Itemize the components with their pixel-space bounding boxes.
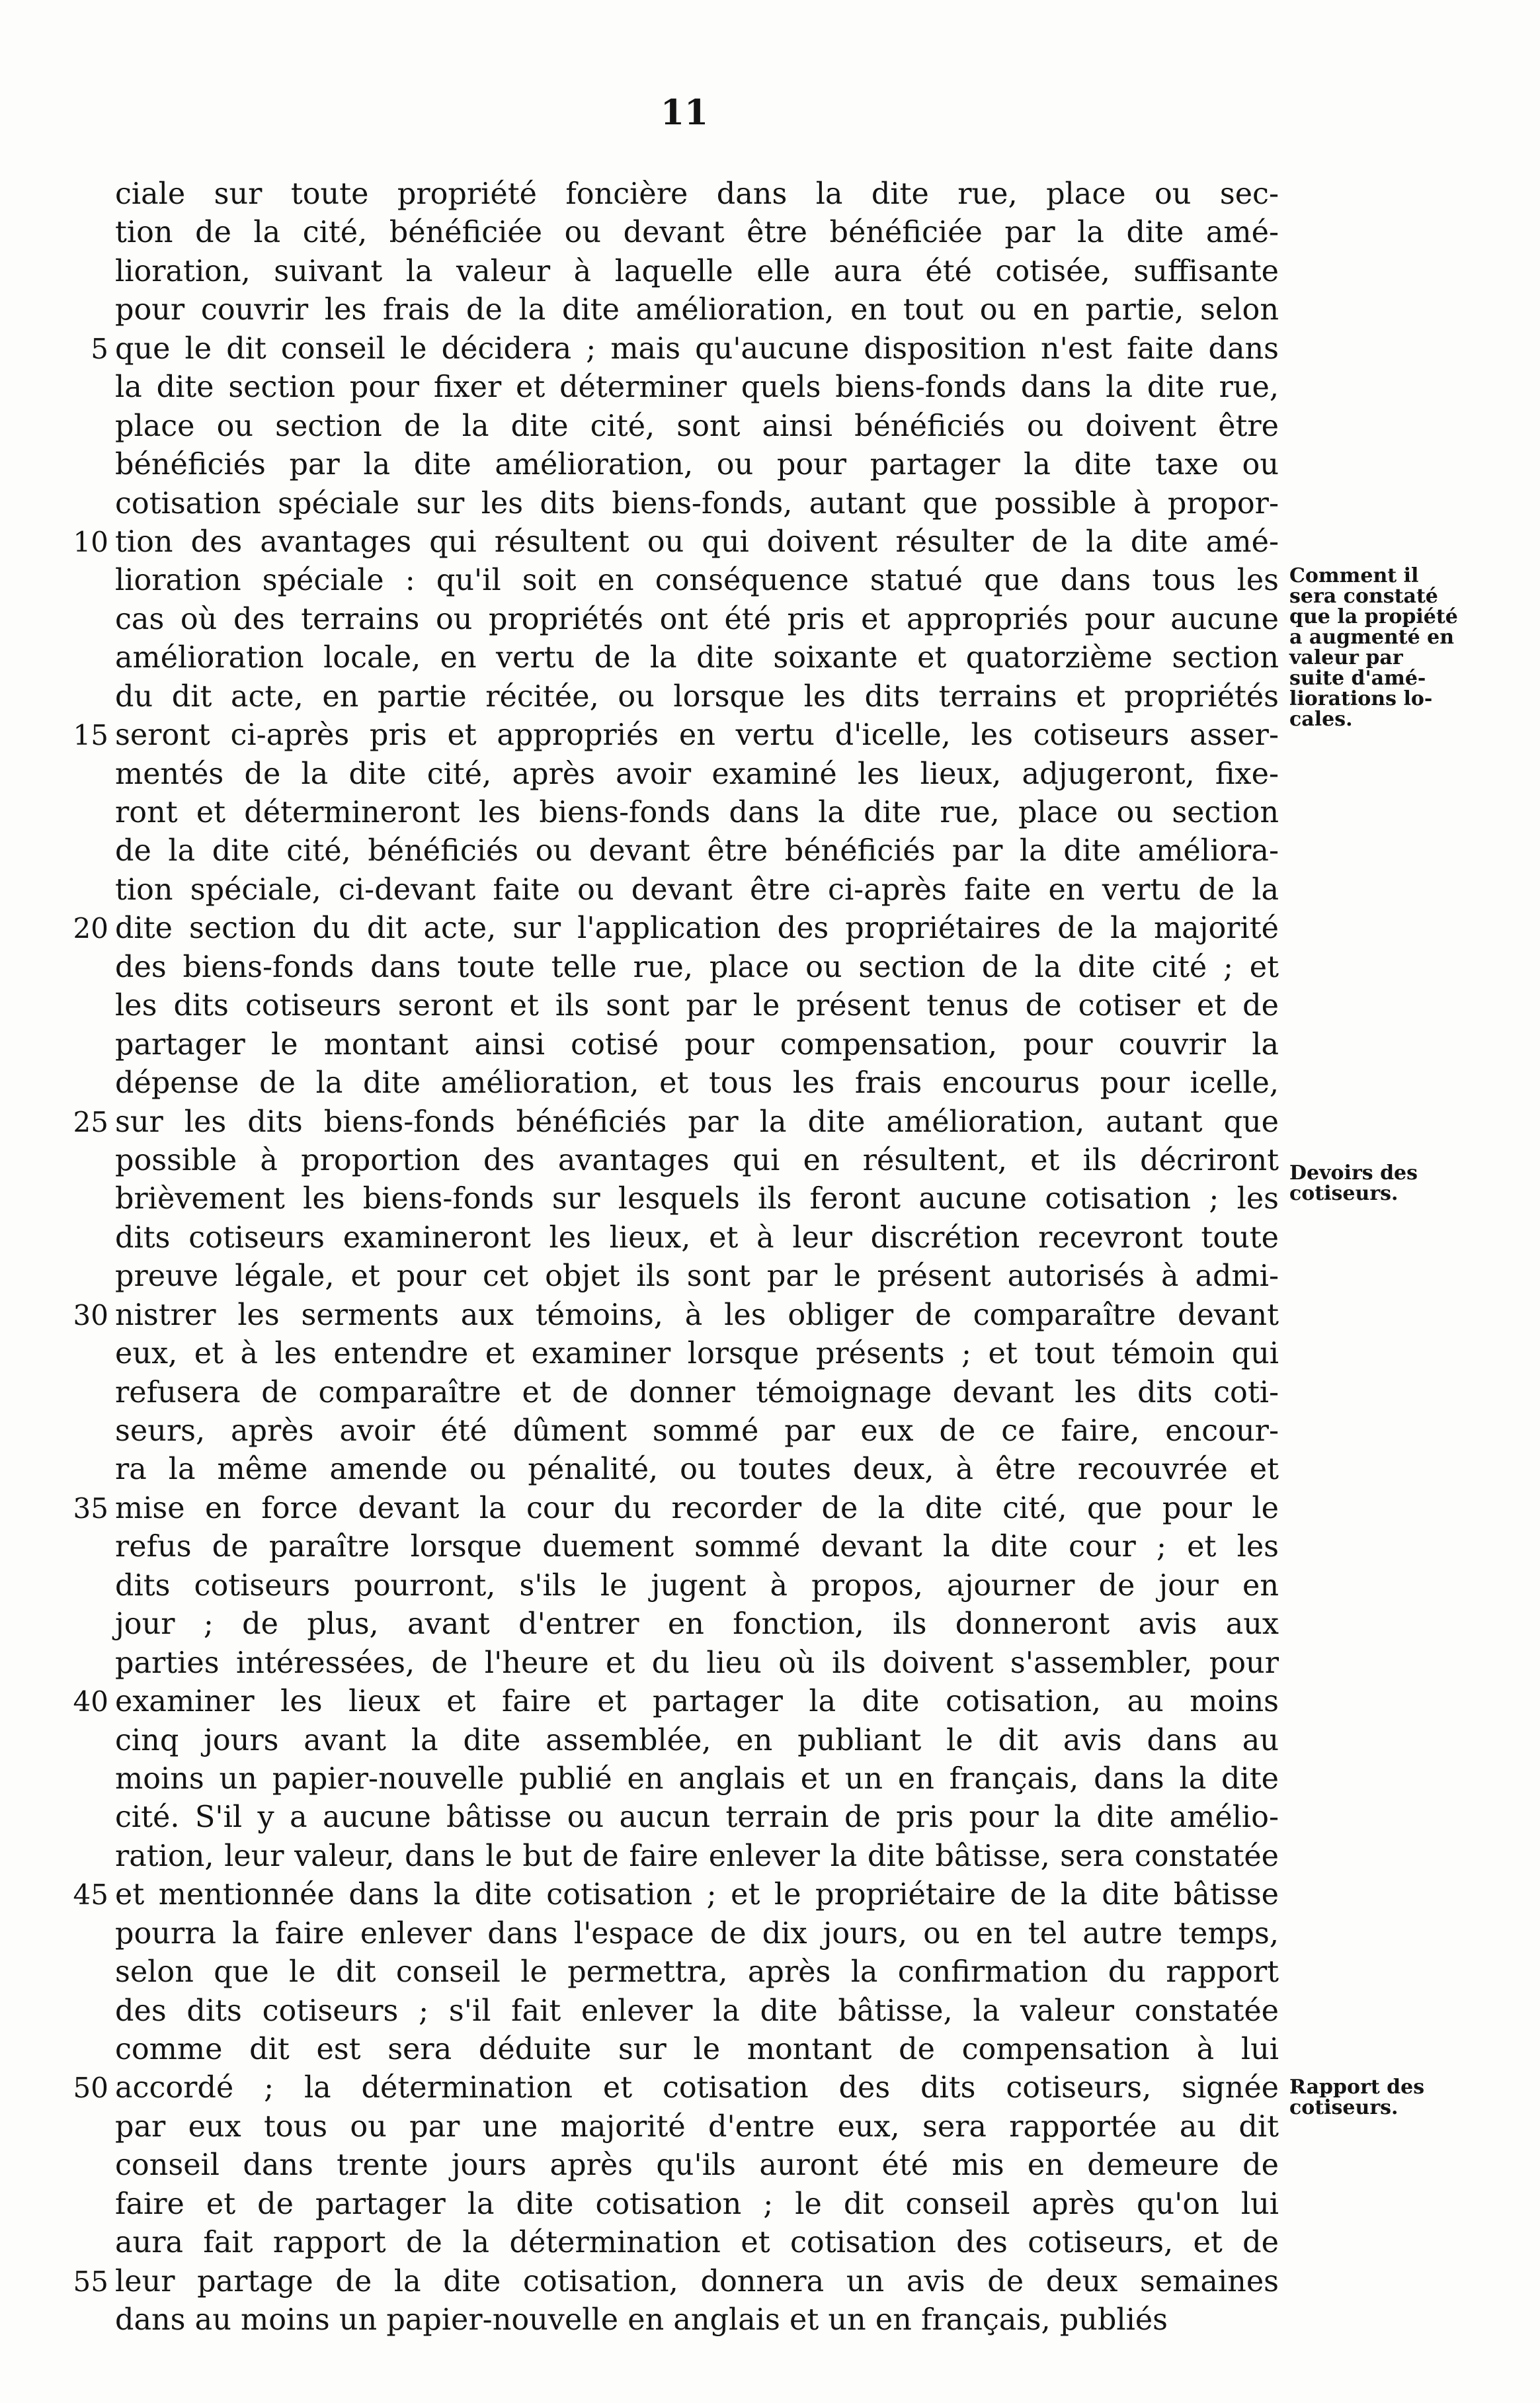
line-number: 5 (91, 332, 108, 365)
line-text: parties intéressées, de l'heure et du lieu où ils doivent s'assembler, pour (115, 1646, 1279, 1680)
body-line (115, 949, 1279, 987)
line-text: ration, leur valeur, dans le but de faire enlever la dite bâtisse, sera constatée (115, 1839, 1279, 1873)
body-line (73, 1683, 1279, 1721)
line-text: comme dit est sera déduite sur le montant de compensation à lui (115, 2033, 1279, 2066)
line-text: pourra la faire enlever dans l'espace de dix jours, ou en tel autre temps, (115, 1916, 1279, 1951)
line-text: seront ci-après pris et appropriés en vertu d'icelle, les cotiseurs asser- (115, 718, 1279, 753)
margin-note-duties (1289, 1163, 1534, 1204)
line-text: selon que le dit conseil le permettra, après la confirmation du rapport (115, 1955, 1279, 1990)
body-line (115, 1722, 1279, 1760)
body-line (115, 1915, 1279, 1953)
line-text: refusera de comparaître et de donner témoignage devant les dits coti- (115, 1375, 1279, 1410)
body-line (115, 1760, 1279, 1798)
line-text: sur les dits biens-fonds bénéficiés par la dite amélioration, autant que (115, 1105, 1279, 1139)
body-line (115, 1412, 1279, 1451)
body-line (115, 253, 1279, 291)
body-text (73, 175, 1279, 2340)
margin-note-line: cales. (1289, 708, 1353, 731)
line-text: eux, et à les entendre et examiner lorsque présents ; et tout témoin qui (115, 1337, 1279, 1371)
line-text: jour ; de plus, avant d'entrer en fonction, ils donneront avis aux (115, 1607, 1279, 1642)
margin-note-report (1289, 2077, 1534, 2118)
body-line (115, 1219, 1279, 1257)
line-text: ront et détermineront les biens-fonds dans la dite rue, place ou section (115, 796, 1279, 829)
line-number: 15 (73, 719, 108, 752)
line-text: partager le montant ainsi cotisé pour compensation, pour couvrir la (115, 1027, 1279, 1062)
line-text: mentés de la dite cité, après avoir examiné les lieux, adjugeront, fixe- (115, 757, 1279, 791)
line-text: dans au moins un papier-nouvelle en anglais et un en français, publiés (115, 2303, 1168, 2338)
line-text: et mentionnée dans la dite cotisation ; et le propriétaire de la dite bâtisse (115, 1878, 1279, 1912)
line-text: tion des avantages qui résultent ou qui doivent résulter de la dite amé- (115, 525, 1279, 559)
line-text: moins un papier-nouvelle publié en anglais et un en français, dans la dite (115, 1761, 1279, 1796)
margin-note-line: valeur par (1289, 646, 1403, 669)
margin-note-line: sera constaté (1289, 585, 1438, 608)
line-text: refus de paraître lorsque duement sommé devant la dite cour ; et les (115, 1530, 1279, 1564)
margin-note-valuation (1289, 566, 1534, 730)
line-text: leur partage de la dite cotisation, donnera un avis de deux semaines (115, 2264, 1279, 2298)
line-text: par eux tous ou par une majorité d'entre eux, sera rapportée au dit (115, 2109, 1279, 2144)
line-text: place ou section de la dite cité, sont ainsi bénéficiés ou doivent être (115, 409, 1279, 443)
body-line (115, 1837, 1279, 1876)
margin-note-line: cotiseurs. (1289, 2096, 1398, 2119)
body-line (115, 175, 1279, 214)
body-line (115, 1953, 1279, 1992)
body-line (115, 1605, 1279, 1644)
margin-note-line: cotiseurs. (1289, 1182, 1398, 1205)
line-text: ra la même amende ou pénalité, ou toutes deux, à être recouvrée et (115, 1453, 1279, 1487)
line-text: faire et de partager la dite cotisation ; le dit conseil après qu'on lui (115, 2187, 1279, 2221)
line-text: tion de la cité, bénéficiée ou devant être bénéficiée par la dite amé- (115, 216, 1279, 250)
body-line (115, 794, 1279, 832)
page-number: 11 (660, 93, 709, 133)
body-line (115, 1451, 1279, 1489)
body-line (73, 1876, 1279, 1914)
body-line (115, 2185, 1279, 2224)
line-text: conseil dans trente jours après qu'ils auront été mis en demeure de (115, 2148, 1279, 2183)
line-number: 45 (73, 1878, 108, 1912)
body-line (73, 909, 1279, 948)
body-line (73, 1103, 1279, 1142)
line-text: seurs, après avoir été dûment sommé par eux de ce faire, encour- (115, 1414, 1279, 1448)
line-text: possible à proportion des avantages qui en résultent, et ils décriront (115, 1143, 1279, 1177)
line-number: 50 (73, 2072, 108, 2105)
line-number: 25 (73, 1105, 108, 1138)
line-number: 20 (73, 912, 108, 945)
body-line (115, 678, 1279, 716)
body-line (115, 1257, 1279, 1296)
body-line (115, 755, 1279, 794)
body-line (73, 1296, 1279, 1335)
margin-note-line: Rapport des (1289, 2076, 1425, 2099)
body-line (115, 1992, 1279, 2031)
margin-note-line: Devoirs des (1289, 1161, 1418, 1185)
line-text: aura fait rapport de la détermination et cotisation des cotiseurs, et de (115, 2226, 1279, 2260)
line-text: la dite section pour fixer et déterminer quels biens-fonds dans la dite rue, (115, 370, 1279, 405)
body-line (115, 368, 1279, 407)
body-line (115, 1026, 1279, 1064)
body-line (73, 716, 1279, 755)
body-line (115, 1064, 1279, 1103)
line-text: pour couvrir les frais de la dite amélioration, en tout ou en partie, selon (115, 293, 1279, 327)
body-line (115, 1644, 1279, 1683)
line-text: bénéficiés par la dite amélioration, ou pour partager la dite taxe ou (115, 448, 1279, 482)
line-text: ciale sur toute propriété foncière dans la dite rue, place ou sec- (115, 177, 1279, 211)
line-text: dépense de la dite amélioration, et tous les frais encourus pour icelle, (115, 1066, 1279, 1101)
body-line (115, 214, 1279, 252)
line-text: que le dit conseil le décidera ; mais qu'aucune disposition n'est faite dans (115, 331, 1279, 366)
body-line (115, 1567, 1279, 1605)
line-number: 10 (73, 525, 108, 558)
body-line (115, 562, 1279, 600)
line-text: dits cotiseurs examineront les lieux, et à leur discrétion recevront toute (115, 1220, 1279, 1255)
line-text: nistrer les serments aux témoins, à les obliger de comparaître devant (115, 1298, 1279, 1332)
line-number: 30 (73, 1298, 108, 1331)
margin-note-line: a augmenté en (1289, 626, 1455, 649)
line-text: cotisation spéciale sur les dits biens-fonds, autant que possible à propor- (115, 486, 1279, 521)
line-text: preuve légale, et pour cet objet ils sont par le présent autorisés à admi- (115, 1259, 1279, 1294)
line-text: accordé ; la détermination et cotisation des dits cotiseurs, signée (115, 2071, 1279, 2105)
body-line (115, 2146, 1279, 2185)
margin-note-line: que la propiété (1289, 605, 1458, 628)
line-text: examiner les lieux et faire et partager la dite cotisation, au moins (115, 1685, 1279, 1719)
line-text: cas où des terrains ou propriétés ont été pris et appropriés pour aucune (115, 602, 1279, 636)
line-text: cinq jours avant la dite assemblée, en publiant le dit avis dans au (115, 1723, 1279, 1757)
body-line (115, 2301, 1279, 2340)
line-number: 40 (73, 1685, 108, 1718)
body-line (115, 639, 1279, 677)
line-number: 35 (73, 1492, 108, 1525)
body-line (115, 1374, 1279, 1412)
line-text: brièvement les biens-fonds sur lesquels ils feront aucune cotisation ; les (115, 1182, 1279, 1216)
line-text: des biens-fonds dans toute telle rue, place ou section de la dite cité ; et (115, 950, 1279, 984)
line-text: amélioration locale, en vertu de la dite soixante et quatorzième section (115, 641, 1279, 675)
line-text: mise en force devant la cour du recorder de la dite cité, que pour le (115, 1491, 1279, 1525)
body-line (73, 2069, 1279, 2107)
body-line (115, 1180, 1279, 1218)
body-line (115, 832, 1279, 870)
body-line (115, 291, 1279, 329)
line-text: lioration, suivant la valeur à laquelle elle aura été cotisée, suffisante (115, 254, 1279, 288)
line-text: lioration spéciale : qu'il soit en conséquence statué que dans tous les (115, 564, 1279, 598)
margin-note-line: suite d'amé- (1289, 667, 1426, 690)
line-text: les dits cotiseurs seront et ils sont par le présent tenus de cotiser et de (115, 989, 1279, 1023)
line-text: cité. S'il y a aucune bâtisse ou aucun terrain de pris pour la dite amélio- (115, 1800, 1279, 1835)
body-line (73, 1490, 1279, 1528)
body-line (115, 1142, 1279, 1180)
body-line (115, 1528, 1279, 1566)
line-text: des dits cotiseurs ; s'il fait enlever la dite bâtisse, la valeur constatée (115, 1994, 1279, 2028)
line-text: dite section du dit acte, sur l'application des propriétaires de la majorité (115, 911, 1279, 946)
body-line (115, 407, 1279, 446)
body-line (73, 523, 1279, 562)
body-line (115, 1798, 1279, 1837)
line-number: 55 (73, 2265, 108, 2298)
margin-note-line: Comment il (1289, 564, 1419, 587)
body-line (91, 330, 1279, 368)
body-line (115, 485, 1279, 523)
body-line (115, 2108, 1279, 2146)
body-line (115, 2031, 1279, 2069)
line-text: tion spéciale, ci-devant faite ou devant être ci-après faite en vertu de la (115, 872, 1279, 907)
body-line (115, 2224, 1279, 2262)
body-line (73, 2263, 1279, 2301)
line-text: dits cotiseurs pourront, s'ils le jugent à propos, ajourner de jour en (115, 1568, 1279, 1603)
line-text: du dit acte, en partie récitée, ou lorsque les dits terrains et propriétés (115, 679, 1279, 714)
body-line (115, 601, 1279, 639)
body-line (115, 446, 1279, 484)
body-line (115, 987, 1279, 1025)
body-line (115, 1335, 1279, 1373)
line-text: de la dite cité, bénéficiés ou devant être bénéficiés par la dite améliora- (115, 834, 1279, 868)
margin-note-line: liorations lo- (1289, 687, 1433, 710)
body-line (115, 871, 1279, 909)
